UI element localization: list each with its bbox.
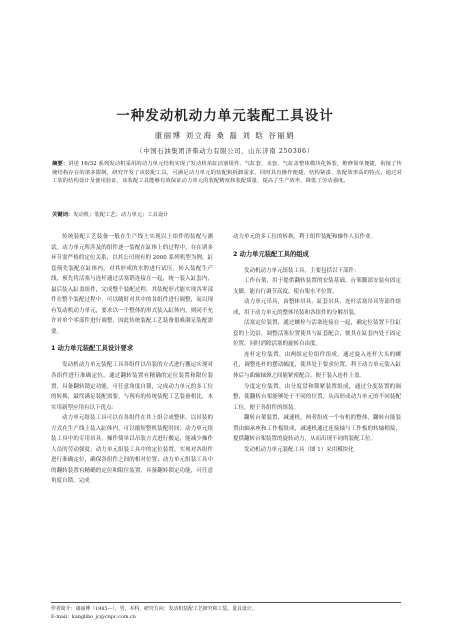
abstract-text: 讲述 16/32 系列发动机采用的动力单元结构实现了发动机单缸活塞组件、气缸套、水套、气缸盖整体模块化拆装，维修简单便捷，衔接了传统结构存在的诸多限制，研究开发了该装配工具，可满足动力单元的装配和拆卸需求，同时具有操作便捷、结构紧凑、装配效率高的特点。通过对工装的结构设计及使用验证，该装配工具能够有效保证动力单元的装配精度和装配质量，提高了生产效率，降低了劳动强度。	[52, 161, 402, 185]
body-paragraph: 分度定位装置，由分度盘和锁紧装置组成，通过分度装置的调整，使翻转台架能够处于不同的位置，从而形成动力单元的不同装配工位，便于各组件的组装。	[233, 383, 401, 411]
section-heading-2: 2 动力单元装配工具的组成	[233, 250, 309, 258]
body-paragraph: 连杆定位装置，由两组定位组件组成，通过旋入连杆大头的螺孔，调整连杆的摆动幅度，使其处于要求位置，利于动力单元装入缸体后与曲轴轴颈之间能紧密配合，便于装入连杆上盖。	[233, 351, 401, 380]
body-paragraph: 动力单元的多工位的转换，利于组件装配和操作人员作业。	[233, 234, 377, 240]
right-column	[233, 232, 401, 455]
body-paragraph: 传统装配工艺装备一般在生产线上实现以上组件的装配与测试。动力单元所涉及的组件逐一装配在缸体上的过程中，存在诸多环节需严格的定位关系，以其公司现有的 2000 系列机型为例，缸套预先装配在缸体内，对其形成的水腔进行试压，转入装配生产线，预先将活塞与连杆通过活塞销连接在一起，统一装入缸套内，最后装入缸盖组件，完成整个装配过程。其装配形式能实现各零部件在整个装配过程中，可以随时对其中的各组件进行调整，而以现有发动机动力单元，要求以一个整体的形式装入缸体内，则同不允许对单个零部件进行调整，因此传统装配工艺装备很难满足装配需要。	[51, 234, 213, 335]
author-bio: 作者简介：康丽博（1985—），男，本科，研究方向：发动机装配工艺研究和工装、量具设计。	[51, 606, 257, 612]
body-paragraph: 活塞定位装置，通过螺栓与活塞连接在一起，确定位装置下住缸套的上边沿，调整活塞位置使其与缸套配合，便其在缸套内处于固定位置，同时消除活塞的旋转自由度。	[233, 320, 401, 348]
body-paragraph: 动力单元组装工具可以在各组件在其上组合成整体，以吊装的方式在生产线上装入缸体内，可以缩短整机装配时间；动力单元组装工具中的专用吊具，操作简单以吊装方式进行搬运，能减少操作人员的劳动强度；动力单元组装工具中的定位装置，实现对各组件进行准确定位，确保各组件之间的相对位置；动力单元组装工具中的翻转装置有精确的定位和限位装置，具备翻转锁定功能，可任意角度自锁，完成	[51, 415, 213, 485]
left-column	[51, 232, 213, 487]
keywords	[52, 211, 402, 219]
body-paragraph: 发动机动力单元组装工具，主要包括以下部件：	[244, 267, 360, 274]
body-paragraph: 发动机动力单元装配工具（图 1）采用模块化	[244, 446, 354, 453]
author-list: 康丽博 刘立海 桑 磊 刘 晗 谷丽娟	[154, 131, 296, 140]
abstract	[52, 160, 402, 186]
keywords-text: 发动机；装配工艺；动力单元；工具设计	[73, 212, 169, 218]
abstract-label: 摘要：	[52, 161, 69, 167]
author-email: E-mail：kanglibo_jc@cnpc.com.cn	[51, 614, 136, 620]
footnote	[51, 602, 401, 621]
body-paragraph: 翻转台架装置，减速机，两者组成一个有机的整体，翻转台能装置由轴承座和工作板组成，减速机通过连接轴与工作板的转轴相接，提供翻转台架装置的旋转动力，从而出现不同的装配工位。	[233, 415, 401, 443]
keywords-label: 关键词：	[52, 212, 74, 218]
affiliation: （中国石油集团济柴动力有限公司，山东济南 250306）	[136, 147, 314, 155]
body-paragraph: 动力单元吊具，由整体吊具、缸套吊具、连杆活塞吊具等部件组成，用于动力单元的整体吊装和各组件的分解吊装。	[233, 299, 401, 316]
body-paragraph: 发动机动力单元装配工具各组件以吊装的方式进行搬运实现对各组件进行准确定位，通过翻转装置有精确的定位装置和限位装置，具备翻转锁定功能，可任意角度自锁，完成动力单元的多工位的转换，最终满足装配需要，与现有的传统装配工艺装备相比，本实用新型应用有以下优点：	[51, 362, 213, 411]
section-heading-1: 1 动力单元装配工具设计要求	[51, 345, 134, 353]
paper-title: 一种发动机动力单元装配工具设计	[116, 108, 334, 124]
body-paragraph: 工作台架，用于提供翻转装置的安装基础，台架脚部安装有固定支脚，能自行调节高度，使台架水平位置。	[233, 278, 401, 295]
